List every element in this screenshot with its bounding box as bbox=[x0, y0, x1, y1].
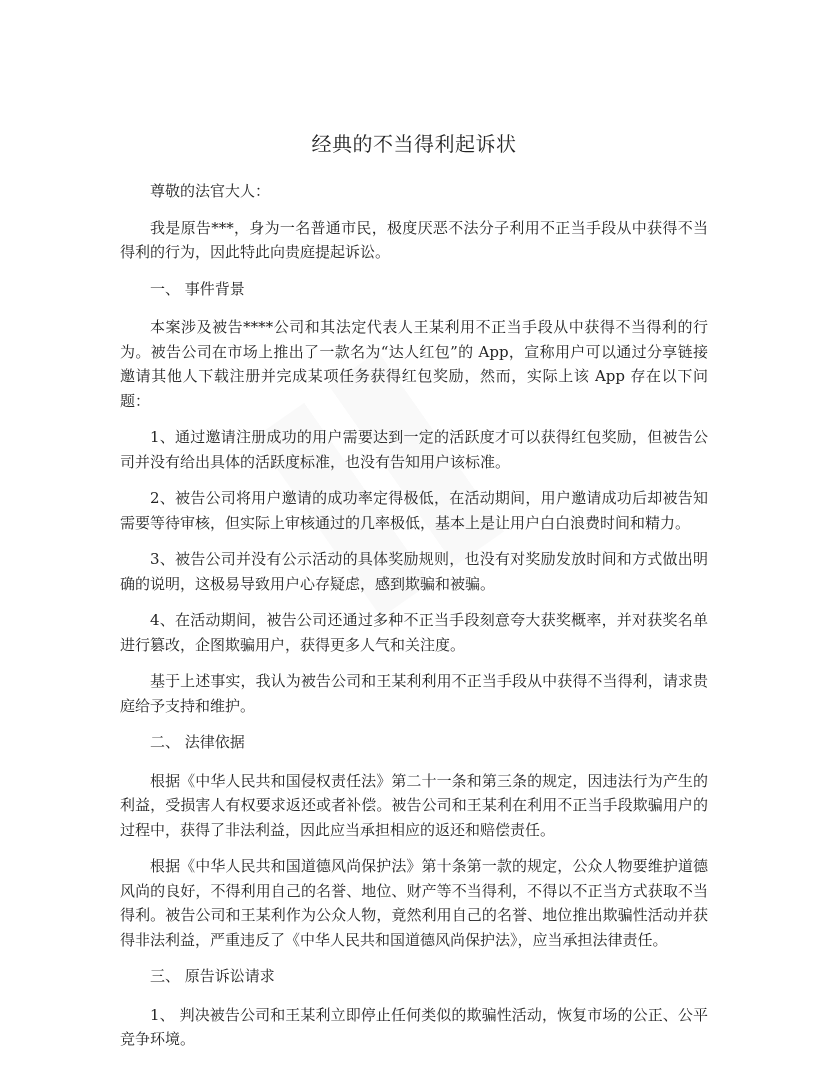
paragraph: 基于上述事实，我认为被告公司和王某利利用不正当手段从中获得不当得利，请求贵庭给予支持和维护。 bbox=[120, 672, 708, 715]
section-heading-background: 一、 事件背景 bbox=[150, 279, 245, 298]
paragraph: 本案涉及被告****公司和其法定代表人王某利用不正当手段从中获得不当得利的行为。被告公司在市场上推出了一款名为“达人红包”的 App，宣称用户可以通过分享链接邀请其他人下载注册并完成某项任务获得红包奖励，然而，实际上该 App 存在以下问题： bbox=[120, 318, 708, 410]
list-item: 2、被告公司将用户邀请的成功率定得极低，在活动期间，用户邀请成功后却被告知需要等待审核，但实际上审核通过的几率极低，基本上是让用户白白浪费时间和精力。 bbox=[120, 489, 708, 532]
list-item: 3、被告公司并没有公示活动的具体奖励规则，也没有对奖励发放时间和方式做出明确的说明，这极易导致用户心存疑虑，感到欺骗和被骗。 bbox=[120, 550, 708, 593]
paragraph: 根据《中华人民共和国道德风尚保护法》第十条第一款的规定，公众人物要维护道德风尚的良好，不得利用自己的名誉、地位、财产等不当得利，不得以不正当方式获取不当得利。被告公司和王某利作为公众人物，竟然利用自己的名誉、地位推出欺骗性活动并获得非法利益，严重违反了《中华人民共和国道德风尚保护法》，应当承担法律责任。 bbox=[120, 857, 708, 949]
list-item: 1、 判决被告公司和王某利立即停止任何类似的欺骗性活动，恢复市场的公正、公平竞争环境。 bbox=[120, 1005, 708, 1048]
section-heading-legal-basis: 二、 法律依据 bbox=[150, 733, 245, 751]
paragraph: 根据《中华人民共和国侵权责任法》第二十一条和第三条的规定，因违法行为产生的利益，受损害人有权要求返还或者补偿。被告公司和王某利在利用不正当手段欺骗用户的过程中，获得了非法利益，因此应当承担相应的返还和赔偿责任。 bbox=[120, 771, 708, 839]
list-item: 1、通过邀请注册成功的用户需要达到一定的活跃度才可以获得红包奖励，但被告公司并没有给出具体的活跃度标准，也没有告知用户该标准。 bbox=[120, 428, 708, 471]
salutation: 尊敬的法官大人： bbox=[150, 182, 271, 200]
list-item: 4、在活动期间，被告公司还通过多种不正当手段刻意夸大获奖概率，并对获奖名单进行篡改，企图欺骗用户，获得更多人气和关注度。 bbox=[120, 611, 708, 654]
intro-paragraph: 我是原告***，身为一名普通市民，极度厌恶不法分子利用不正当手段从中获得不当得利的行为，因此特此向贵庭提起诉讼。 bbox=[120, 218, 708, 261]
document-title: 经典的不当得利起诉状 bbox=[311, 132, 517, 156]
document-page bbox=[120, 128, 708, 1064]
section-heading-claims: 三、 原告诉讼请求 bbox=[150, 967, 275, 985]
